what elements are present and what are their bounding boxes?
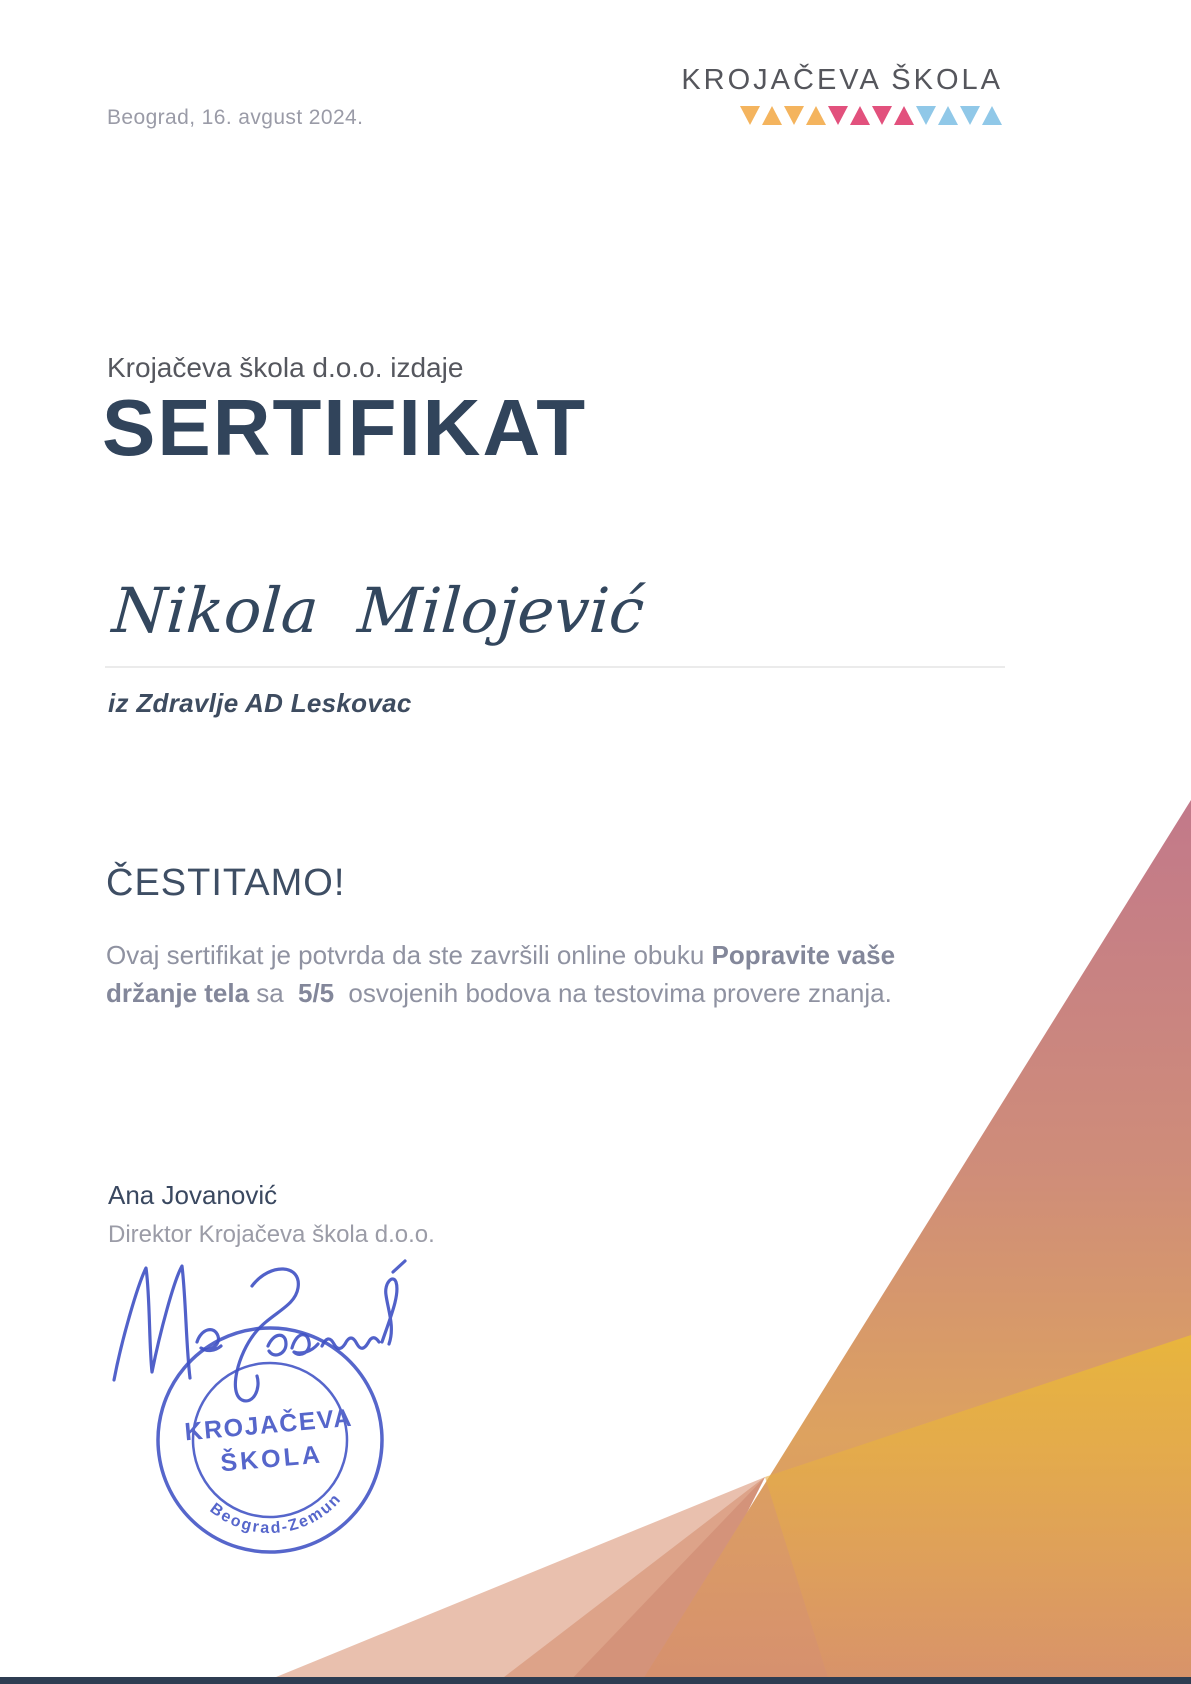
issuer-line: Krojačeva škola d.o.o. izdaje — [107, 352, 464, 383]
recipient-company: iz Zdravlje AD Leskovac — [108, 688, 412, 718]
date-line: Beograd, 16. avgust 2024. — [107, 106, 364, 129]
certificate-body — [106, 936, 986, 1012]
school-logo — [681, 64, 1003, 125]
school-logo-text: KROJAČEVA ŠKOLA — [681, 64, 1003, 96]
body-part2: sa — [249, 978, 291, 1008]
logo-triangle — [762, 106, 782, 125]
logo-triangle — [806, 106, 826, 125]
logo-triangle — [850, 106, 870, 125]
signer-name: Ana Jovanović — [108, 1180, 278, 1210]
congrats-heading: ČESTITAMO! — [106, 862, 346, 904]
certificate-title: SERTIFIKAT — [102, 383, 588, 472]
stamp-line1: KROJAČEVA — [183, 1403, 354, 1447]
logo-triangle — [960, 106, 980, 125]
logo-triangle — [916, 106, 936, 125]
body-part3: osvojenih bodova na testovima provere znanja. — [341, 978, 892, 1008]
logo-triangle — [828, 106, 848, 125]
stamp-arc-text: Beograd-Zemun — [206, 1489, 346, 1538]
signer-title: Direktor Krojačeva škola d.o.o. — [108, 1221, 435, 1248]
logo-triangle — [982, 106, 1002, 125]
stamp-line2: ŠKOLA — [219, 1440, 324, 1478]
logo-triangle-strip — [681, 106, 1003, 125]
company-stamp — [140, 1310, 400, 1570]
body-score: 5/5 — [297, 978, 335, 1008]
name-underline — [105, 666, 1005, 668]
body-course-name: Popravite vaše držanje tela — [106, 940, 896, 1008]
footer-bar — [0, 1677, 1191, 1684]
body-part1: Ovaj sertifikat je potvrda da ste završili online obuku — [106, 940, 712, 970]
logo-triangle — [872, 106, 892, 125]
logo-triangle — [784, 106, 804, 125]
logo-triangle — [938, 106, 958, 125]
logo-triangle — [894, 106, 914, 125]
recipient-name: Nikola Milojević — [110, 574, 647, 647]
logo-triangle — [740, 106, 760, 125]
